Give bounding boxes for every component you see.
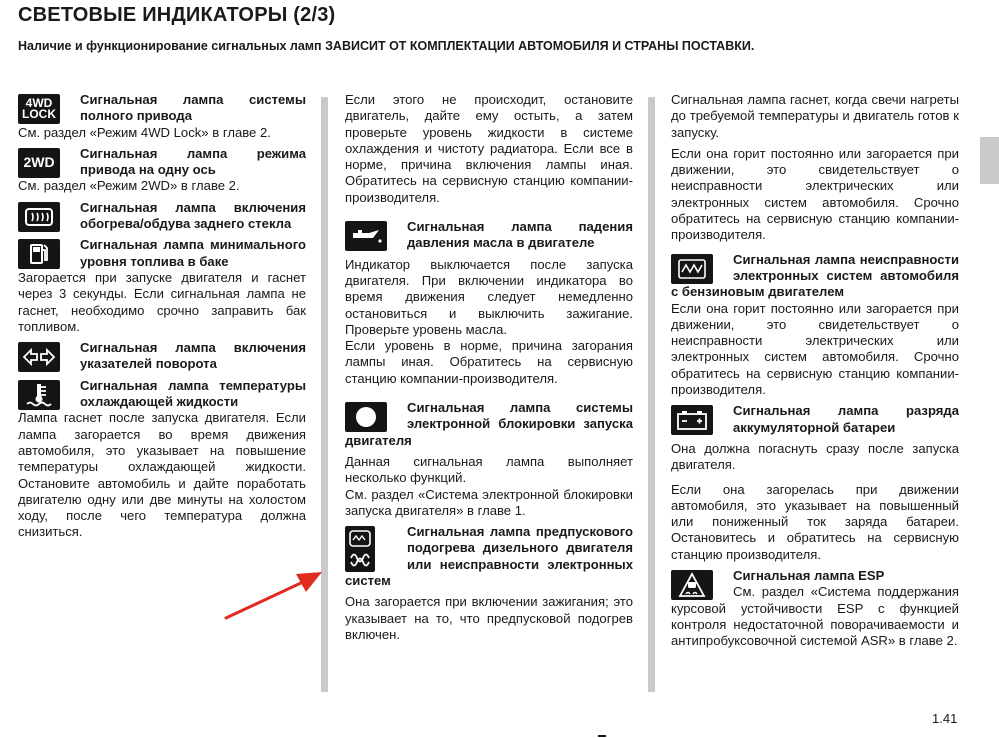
- entry-title: Сигнальная лампа включения обогрева/обдува заднего стекла: [80, 199, 306, 232]
- esp-skid-icon: [671, 570, 713, 600]
- entry-title: Сигнальная лампа ESP: [733, 568, 885, 584]
- coolant-continued-text: Если этого не происходит, остановите двигатель, дайте ему остыть, а затем проверьте уровень жидкости в системе охлаждения и чистоту радиатора. Если все в норме, причина включения лампы иная. Обратитесь на сервисную станцию компании-производителя.: [345, 92, 633, 205]
- entry-text: Индикатор выключается после запуска двигателя. При включении индикатора во время движения следует немедленно остановиться и выключить зажигание. Проверьте уровень масла.: [345, 256, 633, 337]
- battery-icon: [671, 405, 713, 435]
- 4wd-lock-icon-text: 4WD LOCK: [22, 96, 56, 121]
- oil-can-icon: [345, 221, 387, 251]
- section-tab-marker: [980, 137, 999, 184]
- bottom-mark: [598, 735, 606, 737]
- entry-text: Если она загорелась при движении автомобиля, это указывает на повышенный или пониженный ток заряда батареи. Остановитесь и обратитесь на сервисную станцию производителя.: [671, 481, 959, 562]
- coolant-temp-icon: [18, 380, 60, 410]
- entry-title: Сигнальная лампа предпускового подогрева дизельного двигателя или неисправности электронных систем: [345, 524, 633, 589]
- entry-esp: [671, 568, 959, 649]
- column-rule-left: [321, 97, 328, 692]
- rear-defrost-icon: [18, 202, 60, 232]
- entry-title: Сигнальная лампа неисправности электронных систем автомобиля с бензиновым двигателем: [671, 251, 959, 300]
- entry-title: Сигнальная лампа температуры охлаждающей жидкости: [80, 377, 306, 410]
- entry-text: См. раздел «Система электронной блокировки запуска двигателя» в главе 1.: [345, 486, 633, 518]
- entry-petrol-engine-fault: [671, 252, 959, 399]
- entry-battery: [671, 403, 959, 436]
- column-3: [671, 92, 959, 655]
- 2wd-icon: [18, 148, 60, 178]
- preheat-continued-text: Если она горит постоянно или загорается при движении, это свидетельствует о неисправности электрических или электронных систем автомобиля. Срочно обратитесь на сервисную станцию компании-производителя.: [671, 145, 959, 243]
- entry-title: Сигнальная лампа включения указателей поворота: [80, 340, 306, 372]
- column-1: [18, 92, 306, 546]
- entry-text: См. раздел «Система поддержания курсовой устойчивости ESP с функцией контроля недостаточной поворачиваемости и антипробуксовочной системой ASR» в главе 2.: [671, 584, 959, 649]
- fuel-pump-icon: [18, 239, 60, 269]
- entry-turn-signal: [18, 340, 306, 373]
- entry-title: Сигнальная лампа режима привода на одну ось: [80, 145, 306, 178]
- entry-text: Если уровень в норме, причина загорания лампы иная. Обратитесь на сервисную станцию компании-производителя.: [345, 338, 633, 386]
- page-title: [18, 4, 335, 27]
- entry-text: Данная сигнальная лампа выполняет несколько функций.: [345, 453, 633, 486]
- entry-oil-pressure: [345, 219, 633, 252]
- entry-coolant: [18, 378, 306, 541]
- page-title-text: СВЕТОВЫЕ ИНДИКАТОРЫ: [18, 4, 288, 26]
- immobilizer-icon: [345, 402, 387, 432]
- engine-fault-icon: [671, 254, 713, 284]
- entry-text: Если она горит постоянно или загорается при движении, это свидетельствует о неисправности электрических или электронных систем автомобиля. Срочно обратитесь на сервисную станцию компании-производителя.: [671, 300, 959, 398]
- turn-signal-icon: [18, 342, 60, 372]
- preheat-coil-icon: [345, 526, 375, 572]
- entry-title: Сигнальная лампа разряда аккумуляторной батареи: [733, 403, 959, 435]
- entry-title: Сигнальная лампа минимального уровня топлива в баке: [80, 237, 306, 269]
- entry-text: См. раздел «Режим 2WD» в главе 2.: [18, 178, 240, 194]
- entry-rear-defrost: [18, 200, 306, 233]
- entry-text: Она должна погаснуть сразу после запуска двигателя.: [671, 440, 959, 473]
- entry-4wd-lock: [18, 92, 306, 141]
- entry-text: Она загорается при включении зажигания; это указывает на то, что предпусковой подогрев включен.: [345, 594, 633, 642]
- 2wd-icon-text: 2WD: [23, 154, 55, 171]
- entry-fuel: [18, 237, 306, 335]
- column-2: [345, 92, 633, 648]
- entry-text: См. раздел «Режим 4WD Lock» в главе 2.: [18, 124, 271, 140]
- entry-immobilizer: [345, 400, 633, 449]
- column-rule-right: [648, 97, 655, 692]
- entry-text: Загорается при запуске двигателя и гаснет через 3 секунды. Если сигнальная лампа не гаснет, необходимо срочно заправить бак топливом.: [18, 269, 306, 334]
- preheat-continued-text: Сигнальная лампа гаснет, когда свечи нагреты до требуемой температуры и двигатель готов к запуску.: [671, 92, 959, 140]
- page-subtitle: Наличие и функционирование сигнальных ламп ЗАВИСИТ ОТ КОМПЛЕКТАЦИИ АВТОМОБИЛЯ И СТРАНЫ ПОСТАВКИ.: [18, 39, 755, 53]
- entry-title: Сигнальная лампа падения давления масла в двигателе: [407, 219, 633, 251]
- entry-title: Сигнальная лампа системы электронной блокировки запуска двигателя: [345, 400, 633, 448]
- page-number: 1.41: [932, 711, 958, 726]
- entry-preheat: [345, 524, 633, 589]
- page-part: (2/3): [293, 4, 336, 26]
- entry-2wd: [18, 146, 306, 195]
- entry-title: Сигнальная лампа системы полного привода: [80, 92, 306, 124]
- entry-text: Лампа гаснет после запуска двигателя. Если лампа загорается во время движения автомобиля, это указывает на повышение температуры охлаждающей жидкости. Остановите автомобиль и дайте поработать двигателю одну или две минуты на холостом ходу, после чего температура должна снизиться.: [18, 410, 306, 540]
- 4wd-lock-icon: [18, 94, 60, 124]
